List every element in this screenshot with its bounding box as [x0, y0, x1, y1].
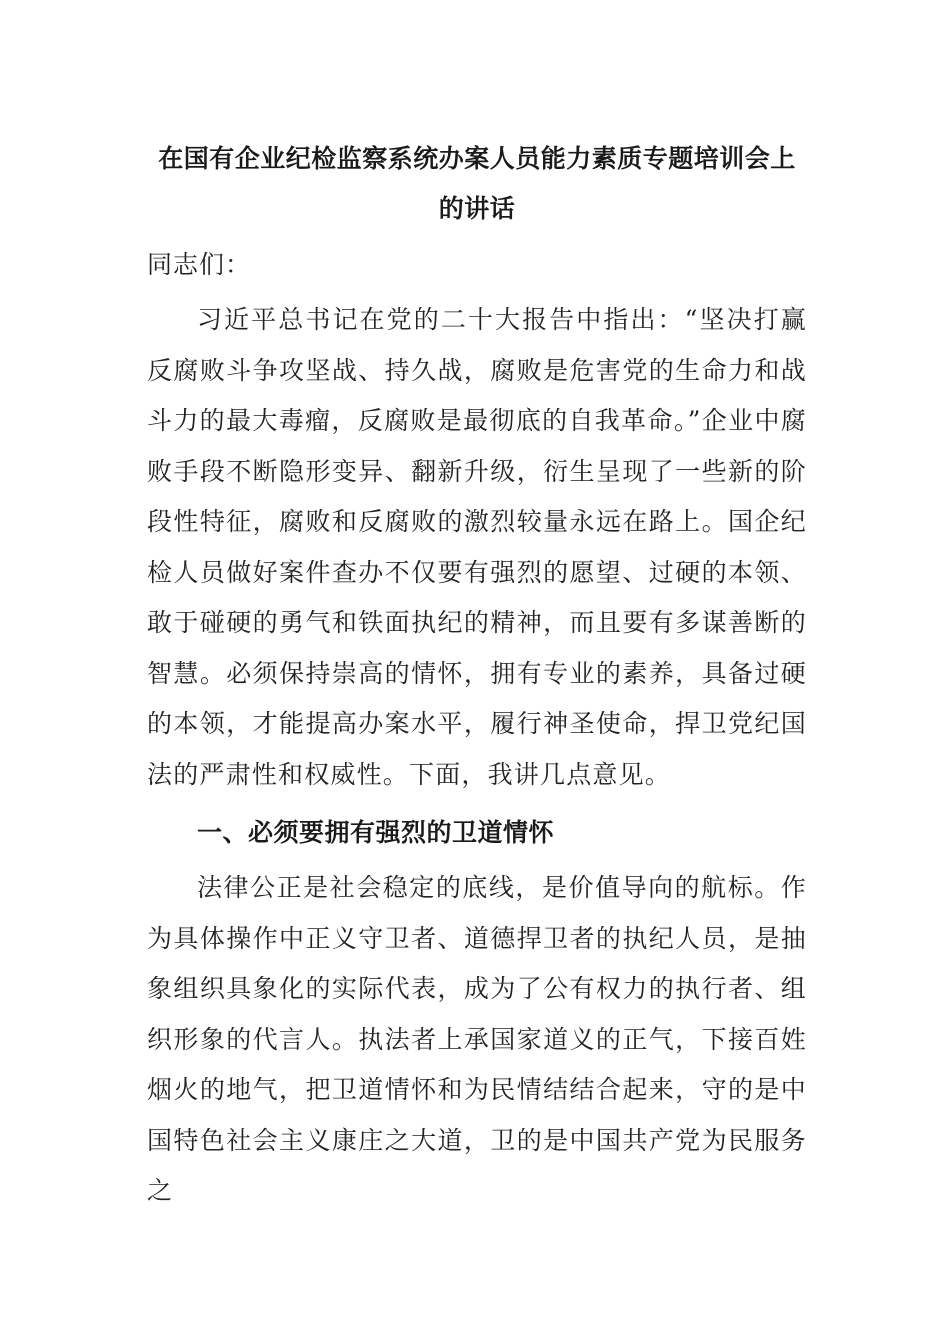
intro-paragraph: 习近平总书记在党的二十大报告中指出：“坚决打赢反腐败斗争攻坚战、持久战，腐败是危害党的生命力和战斗力的最大毒瘤，反腐败是最彻底的自我革命。”企业中腐败手段不断隐形变异、翻新升级，衍生呈现了一些新的阶段性特征，腐败和反腐败的激烈较量永远在路上。国企纪检人员做好案件查办不仅要有强烈的愿望、过硬的本领、敢于碰硬的勇气和铁面执纪的精神，而且要有多谋善断的智慧。必须保持崇高的情怀，拥有专业的素养，具备过硬的本领，才能提高办案水平，履行神圣使命，捍卫党纪国法的严肃性和权威性。下面，我讲几点意见。: [147, 305, 807, 789]
section-1-paragraph: 法律公正是社会稳定的底线，是价值导向的航标。作为具体操作中正义守卫者、道德捍卫者的执纪人员，是抽象组织具象化的实际代表，成为了公有权力的执行者、组织形象的代言人。执法者上承国家道义的正气，下接百姓烟火的地气，把卫道情怀和为民情结结合起来，守的是中国特色社会主义康庄之大道，卫的是中国共产党为民服务之: [147, 873, 807, 1205]
greeting: 同志们：: [147, 250, 252, 279]
section-heading-1: 一、必须要拥有强烈的卫道情怀: [197, 818, 555, 847]
document-body: [147, 134, 807, 1217]
document-title: 在国有企业纪检监察系统办案人员能力素质专题培训会上的讲话: [158, 144, 796, 223]
